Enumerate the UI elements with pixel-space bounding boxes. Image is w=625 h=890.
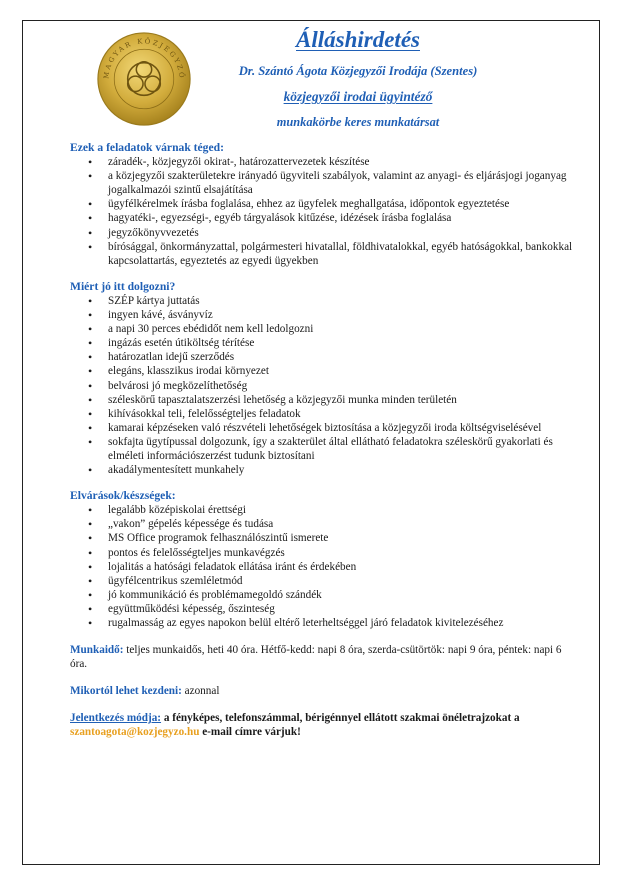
list-item: • akadálymentesített munkahely <box>108 463 580 477</box>
office-name: Dr. Szántó Ágota Közjegyzői Irodája (Szentes) <box>238 64 478 78</box>
section-title-tasks: Ezek a feladatok várnak téged: <box>70 141 224 154</box>
list-item: • hagyatéki-, egyezségi-, egyéb tárgyalások kitűzése, idézések írásba foglalása <box>108 211 580 225</box>
start-text: azonnal <box>181 685 220 698</box>
list-item: • „vakon” gépelés képessége és tudása <box>108 517 580 531</box>
list-item: • jó kommunikáció és problémamegoldó szándék <box>108 588 580 602</box>
email-link[interactable]: szantoagota@kozjegyzo.hu <box>70 726 200 739</box>
list-item: • a közjegyzői szakterületekre irányadó ügyviteli szabályok, valamint az anyagi- és eljárásjogi joganyag jogalkalmazói szintű elsajátítása <box>108 169 580 197</box>
list-item: • ügyfélcentrikus szemléletmód <box>108 574 580 588</box>
list-item: • lojalitás a hatósági feladatok ellátása iránt és érdekében <box>108 560 580 574</box>
benefit-list <box>70 294 580 477</box>
workhours-label: Munkaidő: <box>70 644 124 657</box>
list-item: • ingyen kávé, ásványvíz <box>108 308 580 322</box>
list-item: • ingázás esetén útiköltség térítése <box>108 336 580 350</box>
list-item: • ügyfélkérelmek írásba foglalása, ehhez az ügyfelek meghallgatása, időpontok egyeztetése <box>108 197 580 211</box>
header-subtitle: munkakörbe keres munkatársat <box>276 115 440 129</box>
list-item: • széleskörű tapasztalatszerzési lehetőség a közjegyzői munka minden területén <box>108 393 580 407</box>
list-item: • határozatlan idejű szerződés <box>108 350 580 364</box>
list-item: • kihívásokkal teli, felelősségteljes feladatok <box>108 407 580 421</box>
list-item: • pontos és felelősségteljes munkavégzés <box>108 546 580 560</box>
seal-ring-text: MAGYAR KÖZJEGYZŐ <box>102 37 186 81</box>
section-title-requirements: Elvárások/készségek: <box>70 489 176 503</box>
list-item: • kamarai képzéseken való részvételi lehetőségek biztosítása a közjegyzői iroda költségviselésével <box>108 421 580 435</box>
apply-tail: e-mail címre várjuk! <box>199 726 301 739</box>
role-title: közjegyzői irodai ügyintéző <box>283 89 433 104</box>
list-item: • belvárosi jó megközelíthetőség <box>108 379 580 393</box>
requirement-list <box>70 503 580 630</box>
job-ad-page <box>22 20 600 865</box>
apply-label: Jelentkezés módja: <box>70 712 162 725</box>
list-item: • együttműködési képesség, őszinteség <box>108 602 580 616</box>
workhours-paragraph <box>70 643 580 671</box>
list-item: • sokfajta ügytípussal dolgozunk, így a szakterület által ellátható feladatokra széleskörű gyakorlati és elméleti információszerzést tudunk biztosítani <box>108 435 580 463</box>
apply-paragraph <box>70 711 580 739</box>
list-item: • bírósággal, önkormányzattal, polgármesteri hivatallal, földhivatalokkal, egyéb hatóságokkal, bankokkal kapcsolattartás, egyeztetés az egyedi ügyekben <box>108 240 580 268</box>
start-paragraph <box>70 684 580 698</box>
start-label: Mikortól lehet kezdeni: <box>70 685 182 698</box>
apply-text: a fényképes, telefonszámmal, bérigénnyel ellátott szakmai önéletrajzokat a <box>161 712 520 725</box>
list-item: • záradék-, közjegyzői okirat-, határozattervezetek készítése <box>108 155 580 169</box>
list-item: • legalább középiskolai érettségi <box>108 503 580 517</box>
page-title: Álláshirdetés <box>296 27 420 52</box>
list-item: • a napi 30 perces ebédidőt nem kell ledolgozni <box>108 322 580 336</box>
list-item: • SZÉP kártya juttatás <box>108 294 580 308</box>
content <box>70 141 580 740</box>
task-list <box>70 155 580 268</box>
notary-seal-icon <box>96 31 192 127</box>
workhours-text: teljes munkaidős, heti 40 óra. Hétfő-kedd: napi 8 óra, szerda-csütörtök: napi 9 óra, péntek: napi 6 óra. <box>70 644 562 671</box>
list-item: • rugalmasság az egyes napokon belül eltérő leterheltséggel járó feladatok kivitelezéséhez <box>108 616 580 630</box>
list-item: • elegáns, klasszikus irodai környezet <box>108 364 580 378</box>
section-title-benefits: Miért jó itt dolgozni? <box>70 279 176 293</box>
list-item: • jegyzőkönyvvezetés <box>108 226 580 240</box>
list-item: • MS Office programok felhasználószintű ismerete <box>108 531 580 545</box>
